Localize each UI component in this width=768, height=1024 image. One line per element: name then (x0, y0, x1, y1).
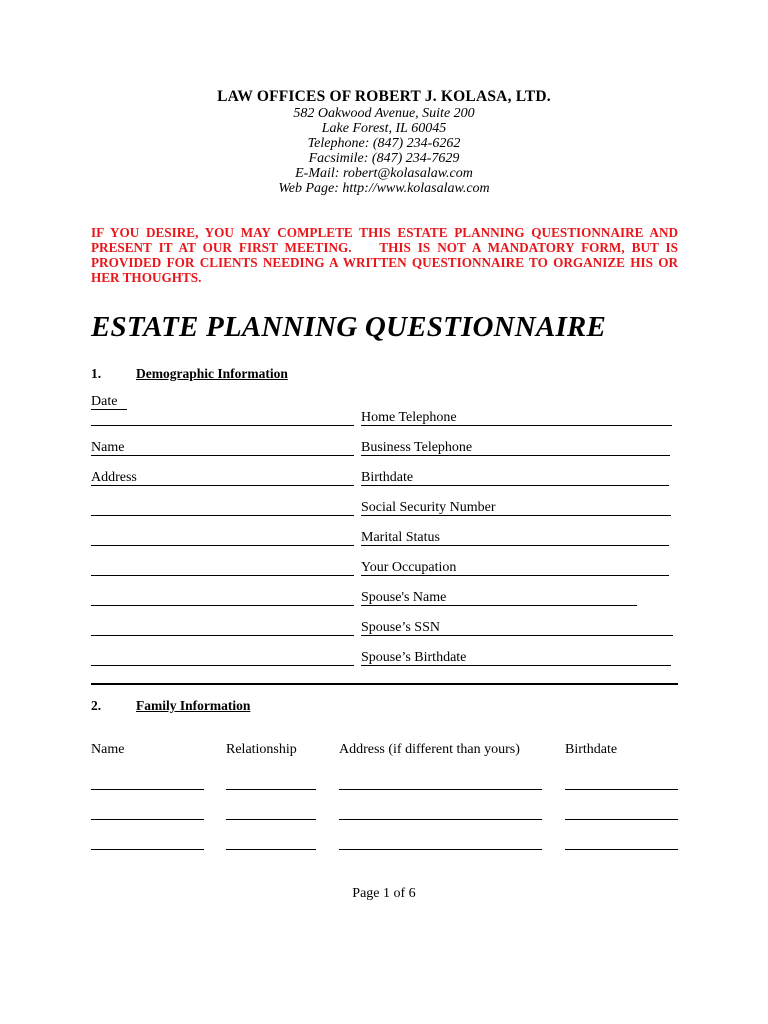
family-birthdate-field[interactable] (565, 805, 678, 819)
optional-form-notice (91, 225, 678, 285)
section-2-title: Family Information (136, 698, 251, 713)
address-line-1 (91, 485, 354, 486)
address-line-2 (91, 515, 354, 516)
marital-status-label: Marital Status (361, 530, 440, 545)
family-birthdate-line (565, 819, 678, 820)
spouse-ssn-line (361, 635, 673, 636)
family-relationship-field[interactable] (226, 775, 316, 789)
date-label: Date (91, 394, 118, 409)
family-birthdate-line (565, 789, 678, 790)
family-address-field[interactable] (339, 775, 542, 789)
business-telephone-label: Business Telephone (361, 440, 473, 455)
date-field[interactable] (91, 412, 354, 426)
business-telephone-field[interactable] (485, 442, 670, 456)
family-name-field[interactable] (91, 775, 204, 789)
section-divider (91, 683, 678, 685)
spouse-name-line (361, 605, 637, 606)
home-telephone-field[interactable] (470, 412, 672, 426)
firm-website: Web Page: http://www.kolasalaw.com (278, 181, 490, 196)
spouse-birthdate-line (361, 665, 671, 666)
family-birthdate-line (565, 849, 678, 850)
spouse-ssn-label: Spouse’s SSN (361, 620, 440, 635)
marital-status-line (361, 545, 669, 546)
family-birthdate-field[interactable] (565, 775, 678, 789)
address-field-2[interactable] (91, 502, 354, 516)
address-field-7[interactable] (91, 652, 354, 666)
address-line-5 (91, 605, 354, 606)
family-address-line (339, 789, 542, 790)
page-title: ESTATE PLANNING QUESTIONNAIRE (91, 311, 607, 343)
address-field-1[interactable] (142, 472, 354, 486)
birthdate-field[interactable] (420, 472, 669, 486)
occupation-field[interactable] (467, 562, 669, 576)
firm-city: Lake Forest, IL 60045 (321, 121, 447, 136)
occupation-line (361, 575, 669, 576)
address-line-7 (91, 665, 354, 666)
family-relationship-field[interactable] (226, 805, 316, 819)
home-telephone-line (361, 425, 672, 426)
notice-part-2: THIS IS NOT A MANDATORY FORM, BUT IS PROVIDED FOR CLIENTS NEEDING A WRITTEN QUESTIONNAIRE TO ORGANIZE HIS OR HER THOUGHTS. (91, 240, 678, 285)
family-name-field[interactable] (91, 835, 204, 849)
family-address-line (339, 849, 542, 850)
family-name-field[interactable] (91, 805, 204, 819)
family-address-header: Address (if different than yours) (339, 742, 520, 757)
notice-part-1: IF YOU DESIRE, YOU MAY COMPLETE THIS ESTATE PLANNING QUESTIONNAIRE AND PRESENT IT AT OUR FIRST MEETING. (91, 225, 678, 255)
date-label-underline (91, 409, 127, 410)
section-1-title: Demographic Information (136, 366, 288, 381)
firm-street: 582 Oakwood Avenue, Suite 200 (293, 106, 475, 121)
family-birthdate-field[interactable] (565, 835, 678, 849)
family-address-field[interactable] (339, 805, 542, 819)
occupation-label: Your Occupation (361, 560, 457, 575)
firm-email: E-Mail: robert@kolasalaw.com (295, 166, 473, 181)
firm-contact-block (0, 106, 768, 196)
family-name-line (91, 849, 204, 850)
family-relationship-line (226, 789, 316, 790)
spouse-name-field[interactable] (455, 592, 637, 606)
business-telephone-line (361, 455, 670, 456)
address-field-4[interactable] (91, 562, 354, 576)
family-relationship-line (226, 849, 316, 850)
address-line-3 (91, 545, 354, 546)
family-name-header: Name (91, 742, 125, 757)
spouse-birthdate-label: Spouse’s Birthdate (361, 650, 467, 665)
address-field-3[interactable] (91, 532, 354, 546)
address-field-5[interactable] (91, 592, 354, 606)
family-birthdate-header: Birthdate (565, 742, 618, 757)
firm-telephone: Telephone: (847) 234-6262 (307, 136, 461, 151)
family-name-line (91, 789, 204, 790)
family-name-line (91, 819, 204, 820)
birthdate-line (361, 485, 669, 486)
family-address-line (339, 819, 542, 820)
birthdate-label: Birthdate (361, 470, 414, 485)
family-address-field[interactable] (339, 835, 542, 849)
spouse-ssn-field[interactable] (450, 622, 673, 636)
home-telephone-label: Home Telephone (361, 410, 457, 425)
address-line-4 (91, 575, 354, 576)
spouse-birthdate-field[interactable] (478, 652, 671, 666)
section-2-number: 2. (91, 698, 102, 713)
address-label: Address (91, 470, 137, 485)
address-field-6[interactable] (91, 622, 354, 636)
spouse-name-label: Spouse's Name (361, 590, 447, 605)
address-line-6 (91, 635, 354, 636)
firm-name: LAW OFFICES OF ROBERT J. KOLASA, LTD. (217, 88, 551, 105)
name-label: Name (91, 440, 125, 455)
ssn-line (361, 515, 671, 516)
name-line (91, 455, 354, 456)
name-field[interactable] (127, 442, 354, 456)
ssn-field[interactable] (508, 502, 671, 516)
section-1-number: 1. (91, 366, 102, 381)
firm-facsimile: Facsimile: (847) 234-7629 (308, 151, 460, 166)
family-relationship-line (226, 819, 316, 820)
family-relationship-field[interactable] (226, 835, 316, 849)
date-line (91, 425, 354, 426)
page-number: Page 1 of 6 (352, 886, 416, 901)
marital-status-field[interactable] (450, 532, 669, 546)
family-relationship-header: Relationship (226, 742, 297, 757)
ssn-label: Social Security Number (361, 500, 496, 515)
